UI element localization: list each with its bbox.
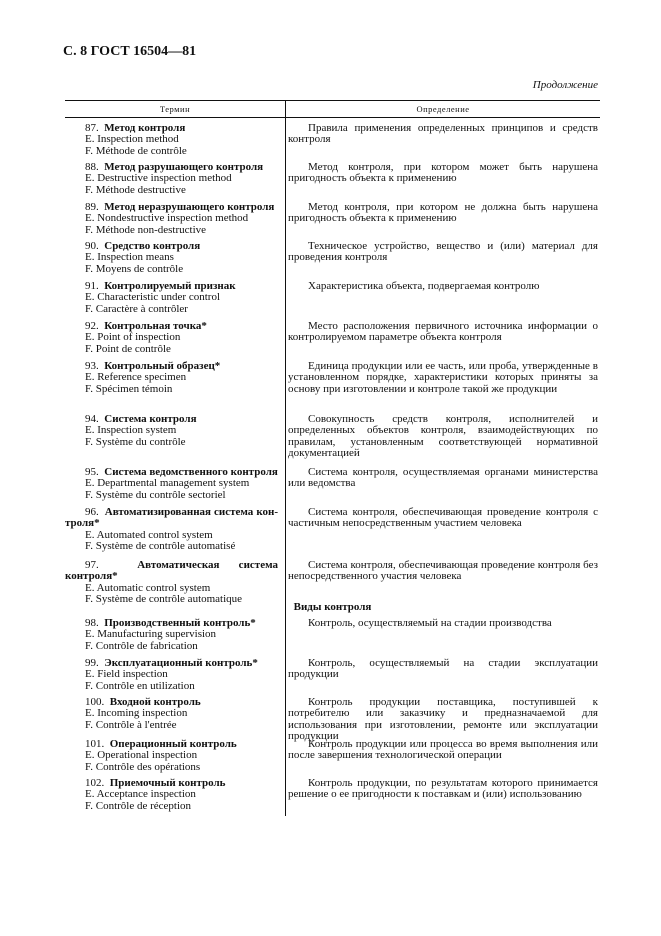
term-english: E. Destructive inspection method — [85, 172, 232, 185]
term-french: F. Méthode non-destructive — [85, 223, 207, 236]
definition-cell: Техническое устройство, вещество и (или) материал для проведения контроля — [288, 240, 598, 264]
term-cell — [65, 658, 278, 692]
definition-cell: Совокупность средств контроля, исполнителей и определенных объектов контроля, взаимодействующих по правилам, установленным соответствующей нормативной документацией — [288, 413, 598, 460]
term-name: Входной контроль — [109, 696, 201, 708]
term-name: Автоматическая система контроля* — [65, 559, 278, 583]
term-french: F. Système du contrôle — [85, 435, 186, 448]
term-name: Метод контроля — [104, 122, 186, 134]
term-number: 94. — [85, 413, 99, 425]
term-english: E. Operational inspection — [85, 749, 198, 762]
term-number: 100. — [85, 696, 105, 708]
term-cell — [65, 123, 278, 157]
definition-cell: Контроль продукции поставщика, поступившей к потребителю или заказчику и предназначаемой для использования при изготовлении, ремонте или эксплуатации продукции — [288, 696, 598, 743]
term-number: 99. — [85, 657, 99, 669]
term-cell — [65, 361, 278, 395]
definition-cell: Метод контроля, при котором не должна быть нарушена пригодность объекта к применению — [288, 201, 598, 225]
continuation-label: Продолжение — [532, 79, 598, 91]
term-number: 89. — [85, 201, 99, 213]
term-cell — [65, 618, 278, 652]
definition-cell: Контроль продукции или процесса во время выполнения или после завершения технологической операции — [288, 738, 598, 762]
term-number: 96. — [85, 506, 99, 518]
term-number: 91. — [85, 280, 99, 292]
term-english: E. Departmental management system — [85, 477, 250, 490]
term-english: E. Inspection system — [85, 424, 177, 437]
definition-cell: Система контроля, обеспечивающая проведение контроля без непосредственного участия человека — [288, 559, 598, 583]
definition-cell: Контроль продукции, по результатам которого принимается решение о ее пригодности к поставкам и (или) использованию — [288, 777, 598, 801]
term-english: E. Manufacturing supervision — [85, 628, 217, 641]
term-name: Средство контроля — [104, 240, 201, 252]
definition-cell: Система контроля, обеспечивающая проведение контроля с частичным непосредственным участием человека — [288, 506, 598, 530]
term-cell — [65, 202, 278, 236]
term-name: Операционный контроль — [109, 738, 237, 750]
definition-cell: Единица продукции или ее часть, или проба, утвержденные в установленном порядке, характеристики которых приняты за основу при изготовлении и контроле такой же продукции — [288, 360, 598, 395]
term-french: F. Contrôle de réception — [85, 799, 192, 812]
definition-cell: Место расположения первичного источника информации о контролируемом параметре объекта контроля — [288, 320, 598, 344]
term-french: F. Méthode de contrôle — [85, 144, 187, 157]
definition-cell: Контроль, осуществляемый на стадии производства — [308, 617, 552, 629]
term-english: E. Field inspection — [85, 668, 168, 681]
term-title — [65, 560, 278, 583]
term-english: E. Nondestructive inspection method — [85, 212, 249, 225]
term-cell — [65, 281, 278, 315]
column-header-term: Термин — [159, 104, 191, 114]
table-top-rule — [65, 100, 600, 101]
term-cell — [65, 414, 278, 448]
term-french: F. Moyens de contrôle — [85, 262, 184, 275]
table-header-rule — [65, 117, 600, 118]
term-french: F. Spécimen témoin — [85, 382, 173, 395]
term-english: E. Reference specimen — [85, 371, 187, 384]
page-header: С. 8 ГОСТ 16504—81 — [63, 44, 197, 59]
term-number: 97. — [85, 559, 99, 571]
term-french: F. Caractère à contrôler — [85, 302, 188, 315]
term-cell — [65, 467, 278, 501]
term-cell — [65, 507, 278, 553]
term-french: F. Contrôle en utilization — [85, 679, 195, 692]
term-name: Автоматизированная система кон-троля* — [65, 506, 279, 530]
term-cell — [65, 241, 278, 275]
term-english: E. Incoming inspection — [85, 707, 188, 720]
definition-cell: Система контроля, осуществляемая органами министерства или ведомства — [288, 466, 598, 490]
term-name: Метод разрушающего контроля — [104, 161, 264, 173]
term-french: F. Contrôle à l'entrée — [85, 718, 177, 731]
term-english: E. Inspection means — [85, 251, 174, 264]
term-english: E. Automatic control system — [85, 581, 211, 594]
column-divider — [285, 100, 286, 816]
term-name: Производственный контроль* — [104, 617, 256, 629]
term-number: 93. — [85, 360, 99, 372]
term-cell — [65, 697, 278, 731]
term-english: E. Characteristic under control — [85, 291, 221, 304]
term-english: E. Point of inspection — [85, 331, 181, 344]
term-number: 87. — [85, 122, 99, 134]
term-name: Метод неразрушающего контроля — [104, 201, 275, 213]
term-name: Система ведомственного контроля — [104, 466, 278, 478]
term-french: F. Système de contrôle automatisé — [85, 540, 236, 553]
term-number: 98. — [85, 617, 99, 629]
term-name: Приемочный контроль — [109, 777, 226, 789]
term-number: 88. — [85, 161, 99, 173]
term-title — [65, 507, 278, 530]
term-cell — [65, 778, 278, 812]
term-number: 90. — [85, 240, 99, 252]
term-number: 102. — [85, 777, 105, 789]
term-french: F. Contrôle des opérations — [85, 760, 201, 773]
term-english: E. Acceptance inspection — [85, 788, 196, 801]
term-name: Контрольный образец* — [104, 360, 221, 372]
term-cell — [65, 162, 278, 196]
term-french: F. Méthode destructive — [85, 183, 186, 196]
term-cell — [65, 739, 278, 773]
term-name: Контрольная точка* — [104, 320, 207, 332]
definition-cell: Метод контроля, при котором может быть нарушена пригодность объекта к применению — [288, 161, 598, 185]
term-english: E. Automated control system — [85, 528, 213, 541]
term-number: 95. — [85, 466, 99, 478]
column-header-definition: Определение — [416, 104, 470, 114]
definition-cell: Контроль, осуществляемый на стадии эксплуатации продукции — [288, 657, 598, 681]
section-heading: Виды контроля — [293, 601, 372, 613]
term-number: 101. — [85, 738, 105, 750]
term-english: E. Inspection method — [85, 133, 179, 146]
definition-cell: Характеристика объекта, подвергаемая контролю — [308, 280, 540, 292]
term-cell — [65, 560, 278, 606]
term-french: F. Système du contrôle sectoriel — [85, 488, 226, 501]
term-number: 92. — [85, 320, 99, 332]
term-cell — [65, 321, 278, 355]
term-french: F. Système de contrôle automatique — [85, 593, 243, 606]
term-name: Эксплуатационный контроль* — [104, 657, 258, 669]
term-name: Контролируемый признак — [104, 280, 236, 292]
term-name: Система контроля — [104, 413, 197, 425]
term-french: F. Point de contrôle — [85, 342, 171, 355]
definition-cell: Правила применения определенных принципов и средств контроля — [288, 122, 598, 146]
term-french: F. Contrôle de fabrication — [85, 639, 198, 652]
